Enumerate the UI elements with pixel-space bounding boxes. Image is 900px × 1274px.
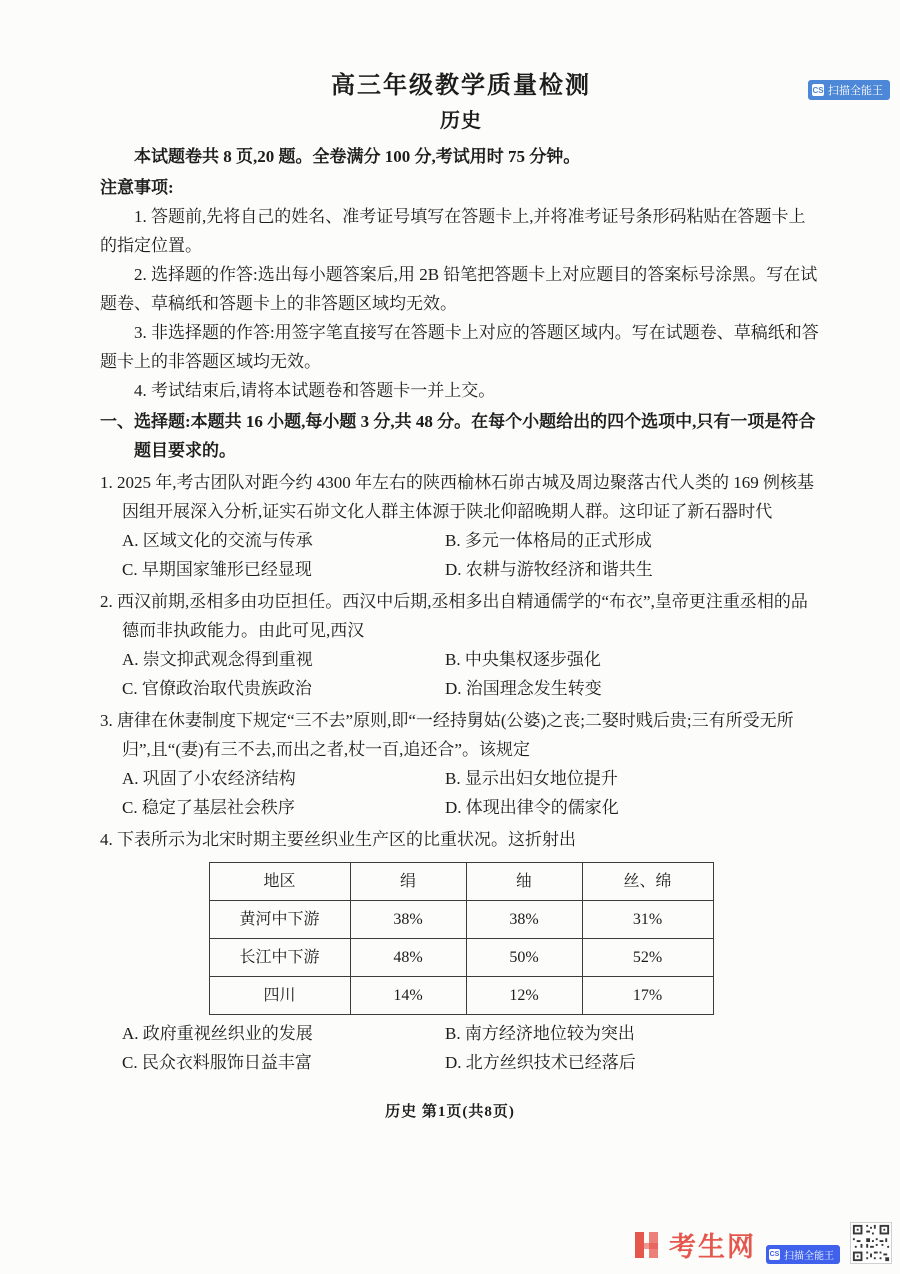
table-cell: 四川 (209, 977, 350, 1015)
kaoshengwang-brand-name: 考生网 (669, 1232, 756, 1262)
table-cell: 17% (582, 977, 713, 1015)
table-cell: 38% (350, 901, 466, 939)
camscanner-bottom-group (766, 1245, 840, 1264)
question-3-option-d: D. 体现出律令的儒家化 (445, 798, 619, 817)
table-cell: 黄河中下游 (209, 901, 350, 939)
notice-item-1: 1. 答题前,先将自己的姓名、准考证号填写在答题卡上,并将准考证号条形码粘贴在答题卡上的指定位置。 (100, 207, 806, 255)
bottom-watermark (633, 1222, 892, 1264)
camscanner-icon: CS (812, 85, 824, 95)
question-2-options (122, 645, 822, 703)
question-1-stem: 1. 2025 年,考古团队对距今约 4300 年左右的陕西榆林石峁古城及周边聚落古代人类的 169 例核基因组开展深入分析,证实石峁文化人群主体源于陕北仰韶晚期人群。这印证了新石器时代 (100, 473, 814, 521)
table-cell: 50% (466, 939, 582, 977)
question-3-option-c: C. 稳定了基层社会秩序 (122, 798, 295, 817)
table-header-juan: 绢 (350, 863, 466, 901)
table-cell: 38% (466, 901, 582, 939)
table-header-chou: 䌷 (466, 863, 582, 901)
paper-title: 高三年级教学质量检测 (331, 73, 591, 99)
question-1-option-a: A. 区域文化的交流与传承 (122, 531, 313, 550)
question-3 (100, 706, 822, 822)
question-1 (100, 468, 822, 584)
question-1-option-c: C. 早期国家雏形已经显现 (122, 560, 312, 579)
question-2-option-c: C. 官僚政治取代贵族政治 (122, 679, 312, 698)
question-4 (100, 825, 822, 1077)
question-2-option-a: A. 崇文抑武观念得到重视 (122, 650, 313, 669)
table-header-row (209, 863, 713, 901)
question-1-options (122, 526, 822, 584)
question-2 (100, 587, 822, 703)
question-1-option-b: B. 多元一体格局的正式形成 (445, 531, 652, 550)
table-cell: 31% (582, 901, 713, 939)
question-4-options (122, 1019, 822, 1077)
camscanner-bottom-badge-label: 扫描全能王 (784, 1251, 834, 1262)
table-cell: 52% (582, 939, 713, 977)
kaoshengwang-brand (633, 1225, 756, 1264)
paper-subject: 历史 (440, 110, 482, 132)
question-4-stem: 4. 下表所示为北宋时期主要丝织业生产区的比重状况。这折射出 (100, 830, 576, 849)
table-cell: 长江中下游 (209, 939, 350, 977)
table-cell: 48% (350, 939, 466, 977)
question-4-option-c: C. 民众衣料服饰日益丰富 (122, 1053, 312, 1072)
question-2-option-d: D. 治国理念发生转变 (445, 679, 602, 698)
page-footer: 历史 第1页(共8页) (385, 1104, 515, 1120)
table-row (209, 901, 713, 939)
table-row (209, 977, 713, 1015)
question-4-table (209, 862, 714, 1015)
paper-intro: 本试题卷共 8 页,20 题。全卷满分 100 分,考试用时 75 分钟。 (134, 147, 581, 166)
notice-item-3: 3. 非选择题的作答:用签字笔直接写在答题卡上对应的答题区域内。写在试题卷、草稿纸和答题卡上的非答题区域均无效。 (100, 323, 819, 371)
section-header: 一、选择题:本题共 16 小题,每小题 3 分,共 48 分。在每个小题给出的四个选项中,只有一项是符合题目要求的。 (100, 412, 816, 460)
question-3-stem: 3. 唐律在休妻制度下规定“三不去”原则,即“一经持舅姑(公婆)之丧;二娶时贱后贵;三有所受无所归”,且“(妻)有三不去,而出之者,杖一百,追还合”。该规定 (100, 711, 794, 759)
question-4-option-a: A. 政府重视丝织业的发展 (122, 1024, 313, 1043)
notice-header: 注意事项: (100, 178, 174, 197)
camscanner-bottom-badge (766, 1245, 840, 1264)
camscanner-top-badge-label: 扫描全能王 (828, 85, 883, 97)
question-2-stem: 2. 西汉前期,丞相多由功臣担任。西汉中后期,丞相多出自精通儒学的“布衣”,皇帝更注重丞相的品德而非执政能力。由此可见,西汉 (100, 592, 808, 640)
question-3-option-b: B. 显示出妇女地位提升 (445, 769, 618, 788)
exam-content (100, 72, 822, 1077)
table-header-simian: 丝、绵 (582, 863, 713, 901)
qr-code (850, 1222, 892, 1264)
question-4-option-d: D. 北方丝织技术已经落后 (445, 1053, 636, 1072)
table-cell: 14% (350, 977, 466, 1015)
question-3-option-a: A. 巩固了小农经济结构 (122, 769, 296, 788)
question-2-option-b: B. 中央集权逐步强化 (445, 650, 601, 669)
kaoshengwang-logo-icon (633, 1230, 663, 1260)
question-4-option-b: B. 南方经济地位较为突出 (445, 1024, 635, 1043)
question-1-option-d: D. 农耕与游牧经济和谐共生 (445, 560, 653, 579)
table-header-region: 地区 (209, 863, 350, 901)
camscanner-icon: CS (769, 1251, 780, 1258)
notice-item-2: 2. 选择题的作答:选出每小题答案后,用 2B 铅笔把答题卡上对应题目的答案标号涂黑。写在试题卷、草稿纸和答题卡上的非答题区域均无效。 (100, 265, 818, 313)
table-row (209, 939, 713, 977)
table-cell: 12% (466, 977, 582, 1015)
question-3-options (122, 764, 822, 822)
notice-item-4: 4. 考试结束后,请将本试题卷和答题卡一并上交。 (134, 381, 496, 400)
